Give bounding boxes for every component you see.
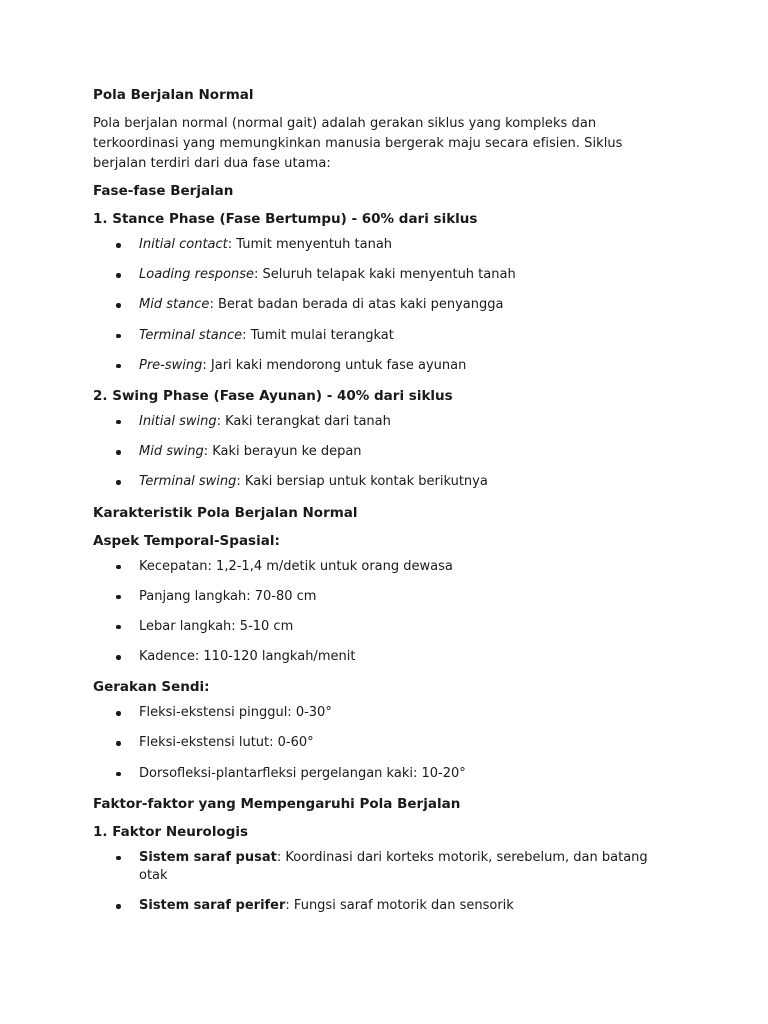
intro-paragraph: Pola berjalan normal (normal gait) adalah gerakan siklus yang kompleks dan terkoordinasi yang memungkinkan manusia bergerak maju secara efisien. Siklus berjalan terdiri dari dua fase utama:	[93, 116, 623, 171]
list-item-desc: : Tumit menyentuh tanah	[227, 237, 393, 252]
list-item-desc: : Kaki berayun ke depan	[203, 444, 362, 460]
list-item	[93, 897, 668, 915]
list-item: Dorsofleksi-plantarfleksi pergelangan kaki: 10-20°	[93, 765, 668, 783]
list-item	[93, 849, 668, 885]
list-item-term: Sistem saraf pusat	[139, 849, 277, 865]
heading-characteristics: Karakteristik Pola Berjalan Normal	[93, 504, 358, 521]
list-item	[93, 413, 668, 431]
neurological-list	[93, 849, 668, 915]
heading-factors: Faktor-faktor yang Mempengaruhi Pola Berjalan	[93, 795, 461, 812]
list-item	[93, 236, 668, 254]
list-item-term: Loading response	[139, 267, 254, 283]
list-item: Kecepatan: 1,2-1,4 m/detik untuk orang dewasa	[93, 558, 668, 576]
temporal-spatial-list	[93, 558, 668, 667]
heading-stance-phase: 1. Stance Phase (Fase Bertumpu) - 60% dari siklus	[93, 211, 478, 227]
list-item: Lebar langkah: 5-10 cm	[93, 618, 668, 636]
list-item-term: Sistem saraf perifer	[139, 898, 286, 913]
list-item: Fleksi-ekstensi lutut: 0-60°	[93, 734, 668, 752]
list-item-term: Pre-swing	[139, 357, 203, 373]
heading-phases: Fase-fase Berjalan	[93, 183, 234, 199]
list-item-desc: : Kaki terangkat dari tanah	[216, 413, 391, 429]
list-item-desc: : Tumit mulai terangkat	[242, 327, 394, 343]
heading-joint-motion: Gerakan Sendi:	[93, 679, 210, 696]
list-item-desc: : Berat badan berada di atas kaki penyangga	[209, 297, 504, 313]
list-item-term: Terminal swing	[139, 474, 237, 490]
list-item-desc: : Jari kaki mendorong untuk fase ayunan	[202, 357, 467, 373]
list-item-desc: : Kaki bersiap untuk kontak berikutnya	[236, 474, 488, 490]
list-item	[93, 327, 668, 345]
heading-temporal-spatial: Aspek Temporal-Spasial:	[93, 532, 280, 549]
list-item-desc: : Fungsi saraf motorik dan sensorik	[285, 898, 514, 913]
list-item: Panjang langkah: 70-80 cm	[93, 588, 668, 606]
list-item: Kadence: 110-120 langkah/menit	[93, 648, 668, 666]
list-item	[93, 473, 668, 491]
list-item-term: Mid swing	[139, 444, 204, 460]
heading-neurological: 1. Faktor Neurologis	[93, 823, 249, 840]
swing-phase-list	[93, 413, 668, 491]
list-item	[93, 357, 668, 375]
list-item-desc: : Seluruh telapak kaki menyentuh tanah	[253, 267, 516, 283]
list-item	[93, 443, 668, 461]
list-item-term: Mid stance	[139, 297, 210, 313]
document-title: Pola Berjalan Normal	[93, 87, 254, 103]
list-item	[93, 296, 668, 314]
list-item: Fleksi-ekstensi pinggul: 0-30°	[93, 704, 668, 722]
list-item-desc: : Koordinasi dari korteks motorik, serebelum, dan batang otak	[139, 849, 648, 883]
list-item-term: Terminal stance	[139, 327, 243, 343]
heading-swing-phase: 2. Swing Phase (Fase Ayunan) - 40% dari siklus	[93, 387, 453, 404]
stance-phase-list	[93, 236, 668, 375]
list-item	[93, 266, 668, 284]
list-item-term: Initial swing	[139, 413, 217, 429]
list-item-term: Initial contact	[139, 237, 228, 252]
joint-motion-list	[93, 704, 668, 782]
